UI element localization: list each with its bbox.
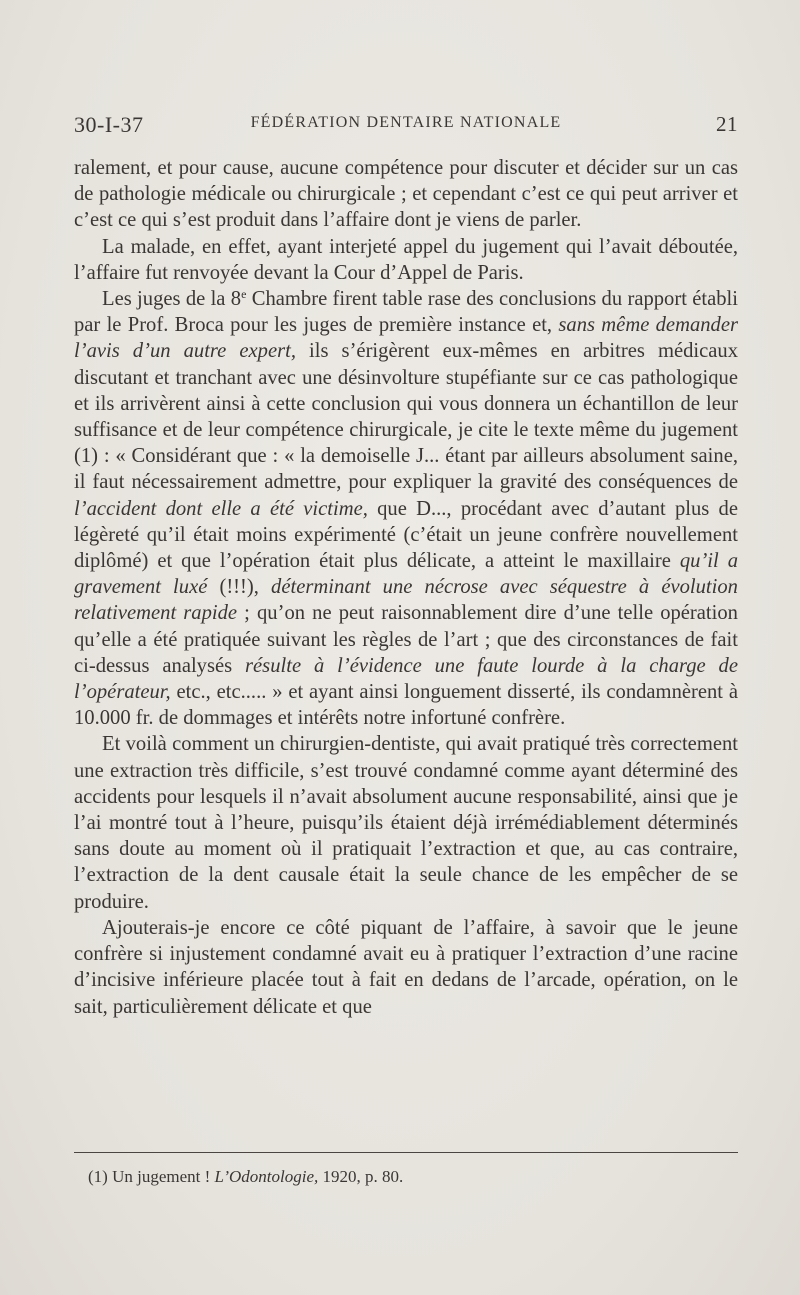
text-segment: ils s’érigèrent eux-mêmes en arbitres médicaux discutant et tranchant avec une désinvolture stupéfiante sur ce cas pathologique et ils arrivèrent ainsi à cette conclusion qui vous donnera un échantillon de leur suffisance et de leur compétence chirurgicale, je cite le texte même du jugement (1) : « Considérant que : « la demoiselle J... étant par ailleurs absolument saine, il faut nécessairement admettre, pour expliquer la gravité des conséquences de [74,340,738,494]
body-text [74,155,738,1020]
footnote-marker: (1) [88,1167,108,1186]
text-segment: Ajouterais-je encore ce côté piquant de l’affaire, à savoir que le jeune confrère si injustement condamné avait eu à pratiquer l’extraction d’une racine d’incisive inférieure placée tout à fait en dedans de l’arcade, opération, on le sait, particulièrement délicate et que [74,916,738,1018]
footnote-text-after: 1920, p. 80. [318,1167,404,1186]
italic-text: sans même demander l’avis d’un autre expert, [74,314,738,363]
paragraph [74,155,738,234]
paragraph [74,286,738,731]
text-segment: etc., etc..... » et ayant ainsi longuement disserté, ils condamnèrent à 10.000 fr. de dommages et intérêts notre infortuné confrère. [74,681,738,730]
paragraph [74,731,738,914]
text-segment: Chambre firent table rase des conclusions du rapport établi par le Prof. Broca pour les juges de première instance et, [74,288,738,337]
paragraph [74,915,738,1020]
footnote-text-before: Un jugement ! [112,1167,215,1186]
header-journal-title: FÉDÉRATION DENTAIRE NATIONALE [250,114,562,131]
footnote-divider [74,1152,738,1153]
header-date: 30-I-37 [74,112,144,137]
text-segment: (!!!), [207,576,272,599]
italic-text: déterminant une nécrose avec séquestre à évolution relativement rapide [74,576,738,625]
text-segment: Les juges de la 8 [102,288,242,311]
text-segment: ralement, et pour cause, aucune compétence pour discuter et décider sur un cas de pathologie médicale ou chirurgicale ; et cependant c’est ce qui peut arriver et c’est ce qui s’est produit dans l’affaire dont je viens de parler. [74,157,738,232]
footnote-italic-source: L’Odontologie, [214,1167,319,1186]
text-segment: Et voilà comment un chirurgien-dentiste, qui avait pratiqué très correctement une extraction très difficile, s’est trouvé condamné comme ayant déterminé des accidents pour lesquels il n’avait absolument aucune responsabilité, ainsi que je l’ai montré tout à l’heure, puisqu’ils étaient déjà irrémédiablement déterminés sans doute au moment où il pratiquait l’extraction et que, au cas contraire, l’extraction de la dent causale était la seule chance de les empêcher de se produire. [74,733,738,913]
text-segment: que D..., procédant avec d’autant plus de légèreté qu’il était moins expérimenté (c’était un jeune confrère nouvellement diplômé) et que l’opération était plus délicate, a atteint le maxillaire [74,497,738,573]
superscript: e [241,287,247,302]
text-segment: ; qu’on ne peut raisonnablement dire d’une telle opération qu’elle a été pratiquée suivant les règles de l’art ; que des circonstances de fait ci-dessus analysés [74,602,738,677]
header-page-number: 21 [716,112,738,136]
paragraph [74,234,738,286]
footnote [88,1166,728,1188]
italic-text: qu’il a gravement luxé [74,550,739,599]
italic-text: l’accident dont elle a été victime, [74,497,368,520]
running-header [74,112,738,142]
text-segment: La malade, en effet, ayant interjeté appel du jugement qui l’avait déboutée, l’affaire fut renvoyée devant la Cour d’Appel de Paris. [74,235,738,284]
italic-text: résulte à l’évidence une faute lourde à la charge de l’opérateur, [74,654,738,704]
